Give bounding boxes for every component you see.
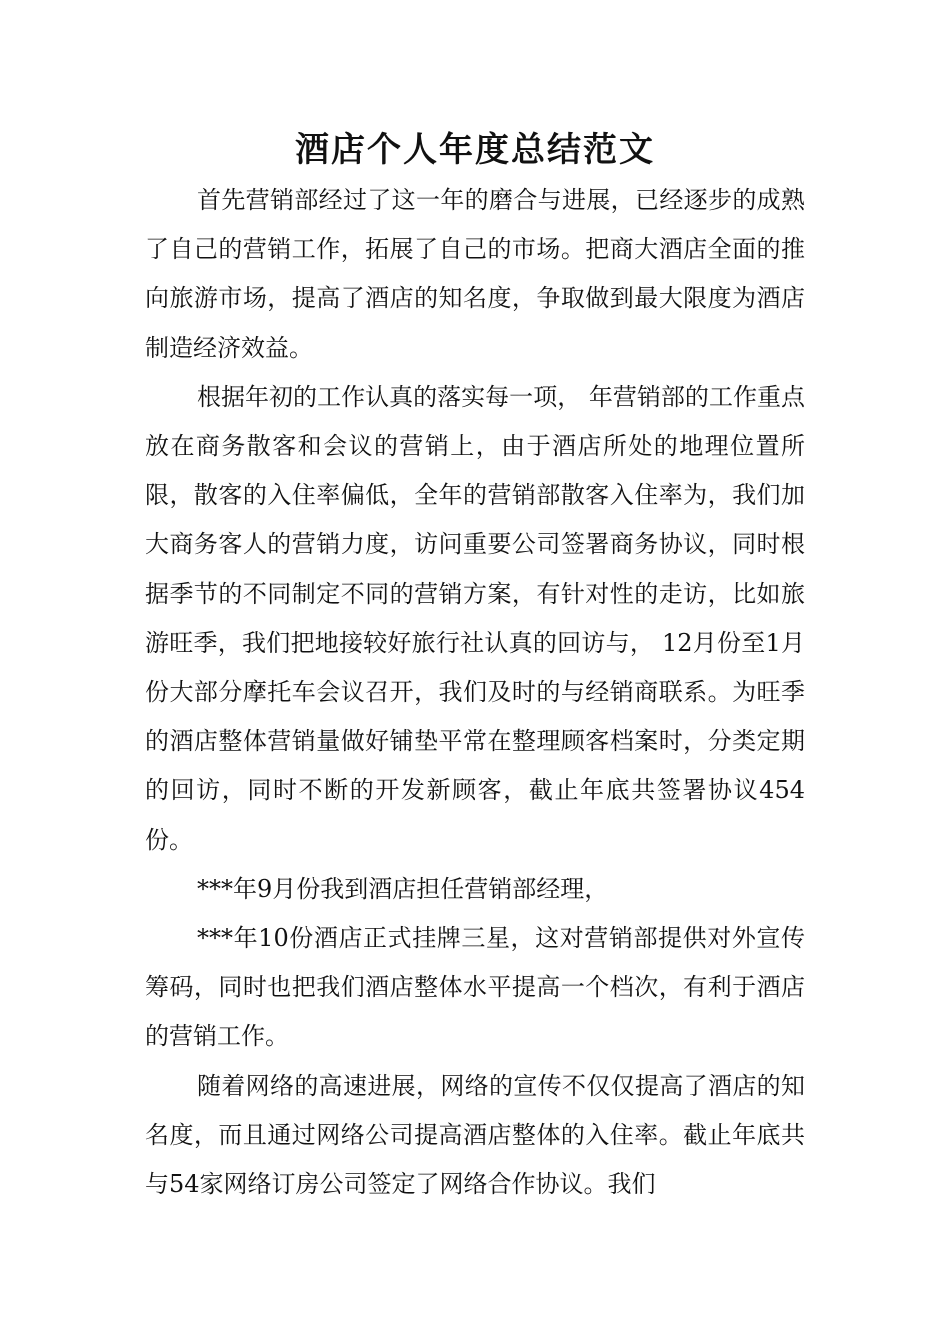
paragraph-5: 随着网络的高速进展，网络的宣传不仅仅提高了酒店的知名度，而且通过网络公司提高酒店整体的入住率。截止年底共与54家网络订房公司签定了网络合作协议。我们 xyxy=(145,1071,805,1199)
paragraph-1: 首先营销部经过了这一年的磨合与进展，已经逐步的成熟了自己的营销工作，拓展了自己的市场。把商大酒店全面的推向旅游市场，提高了酒店的知名度，争取做到最大限度为酒店制造经济效益。 xyxy=(145,186,805,362)
document-body xyxy=(145,176,805,1209)
paragraph-3: ***年9月份我到酒店担任营销部经理， xyxy=(197,874,609,903)
document-title: 酒店个人年度总结范文 xyxy=(295,130,655,170)
paragraph-2: 根据年初的工作认真的落实每一项， 年营销部的工作重点放在商务散客和会议的营销上，由于酒店所处的地理位置所限，散客的入住率偏低，全年的营销部散客入住率为，我们加大商务客人的营销力度，访问重要公司签署商务协议，同时根据季节的不同制定不同的营销方案，有针对性的走访，比如旅游旺季，我们把地接较好旅行社认真的回访与， 12月份至1月份大部分摩托车会议召开，我们及时的与经销商联系。为旺季的酒店整体营销量做好铺垫平常在整理顾客档案时，分类定期的回访，同时不断的开发新顾客，截止年底共签署协议454份。 xyxy=(145,382,805,854)
paragraph-4: ***年10份酒店正式挂牌三星，这对营销部提供对外宣传筹码，同时也把我们酒店整体水平提高一个档次，有利于酒店的营销工作。 xyxy=(145,924,805,1051)
